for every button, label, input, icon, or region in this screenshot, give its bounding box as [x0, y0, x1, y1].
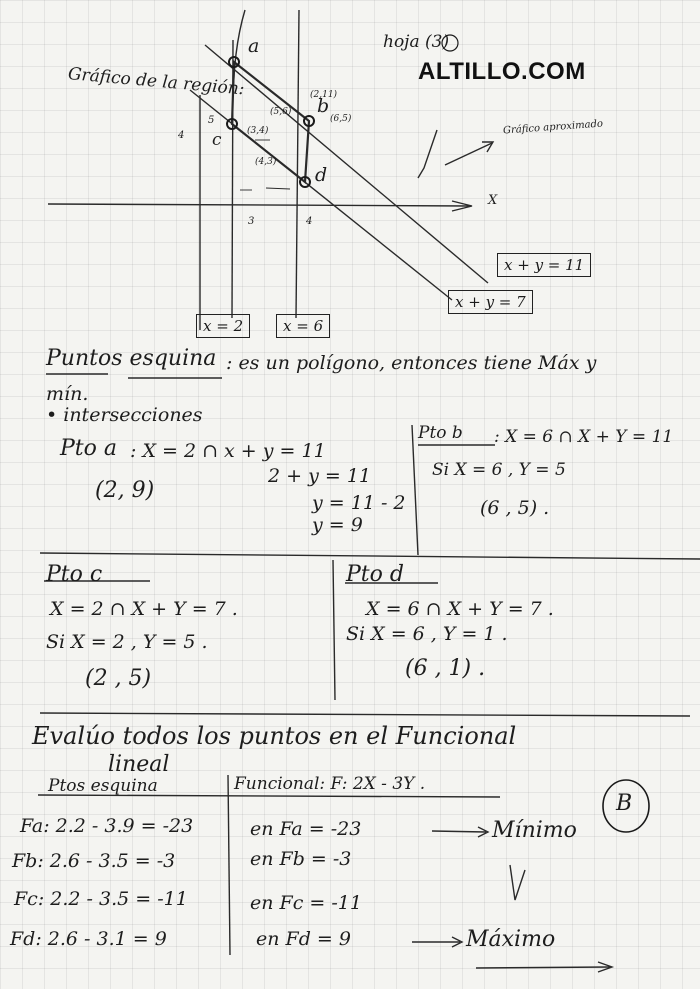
- pto-b-line: : X = 6 ∩ X + Y = 11: [494, 427, 674, 447]
- vertex-a-label: a: [248, 35, 260, 57]
- pto-d-line: Si X = 6 , Y = 1 .: [346, 623, 508, 645]
- pto-c-line: X = 2 ∩ X + Y = 7 .: [50, 598, 238, 620]
- pto-c-title: Pto c: [46, 562, 103, 587]
- vertex-c-label: c: [212, 130, 222, 150]
- tick-label: 4: [306, 216, 313, 227]
- pto-c-line: Si X = 2 , Y = 5 .: [46, 631, 208, 653]
- corner-points-text: : es un polígono, entonces tiene Máx y: [226, 352, 597, 374]
- line-label-sum-7: x + y = 7: [448, 290, 533, 314]
- table-header-corner-points: Ptos esquina: [48, 776, 158, 796]
- pto-a-line: 2 + y = 11: [268, 465, 371, 487]
- corner-points-heading: Puntos esquina: [46, 346, 217, 371]
- tick-label: 3: [248, 216, 255, 227]
- line-label-x2: x = 2: [196, 314, 250, 338]
- eval-row-right: en Fa = -23: [250, 818, 362, 840]
- pto-b-result: (6 , 5) .: [480, 497, 550, 519]
- badge-letter: B: [616, 791, 633, 816]
- table-header-functional: Funcional: F: 2X - 3Y .: [234, 774, 426, 794]
- minimum-note: Mínimo: [492, 818, 577, 843]
- bottom-arrow: [476, 967, 610, 968]
- eval-row-right: en Fc = -11: [250, 892, 362, 914]
- check-mark: [418, 130, 437, 178]
- point-note: (2,11): [310, 90, 338, 100]
- divider-vertical-1: [412, 425, 418, 555]
- pto-d-line: X = 6 ∩ X + Y = 7 .: [366, 598, 554, 620]
- tick-label: 4: [178, 130, 185, 141]
- pto-a-result: (2, 9): [95, 478, 155, 503]
- axis-x-label: X: [488, 193, 498, 208]
- table-divider: [228, 775, 230, 955]
- eval-row-left: Fc: 2.2 - 3.5 = -11: [14, 888, 188, 910]
- tick-label: 5: [208, 115, 215, 126]
- vertex-d-label: d: [315, 164, 328, 186]
- graph-title: Gráfico de la región:: [67, 64, 246, 100]
- evaluate-line-1: Evalúo todos los puntos en el Funcional: [32, 722, 517, 750]
- approx-arrow: [445, 143, 492, 165]
- eval-row-left: Fa: 2.2 - 3.9 = -23: [20, 815, 194, 837]
- pto-a-line: y = 11 - 2: [312, 492, 406, 514]
- pto-a-title: Pto a: [60, 436, 117, 461]
- point-note: (3,4): [247, 126, 269, 136]
- divider-horizontal-1: [40, 553, 700, 559]
- pto-a-line: : X = 2 ∩ x + y = 11: [130, 440, 326, 462]
- line-label-x6: x = 6: [276, 314, 330, 338]
- pto-a-line: y = 9: [312, 514, 363, 536]
- eval-row-left: Fb: 2.6 - 3.5 = -3: [12, 850, 176, 872]
- eval-row-right: en Fd = 9: [256, 928, 351, 950]
- pto-c-result: (2 , 5): [85, 666, 152, 691]
- maximum-note: Máximo: [466, 927, 556, 952]
- sheet-note: hoja (3): [383, 32, 450, 52]
- pto-b-line: Si X = 6 , Y = 5: [432, 460, 566, 480]
- line-x6: [296, 10, 299, 318]
- intersections-label: • intersecciones: [46, 404, 203, 426]
- corner-points-text-2: mín.: [46, 383, 89, 405]
- watermark: ALTILLO.COM: [418, 58, 586, 85]
- divider-horizontal-2: [40, 713, 690, 716]
- point-note: (5,6): [270, 107, 292, 117]
- divider-vertical-2: [333, 560, 335, 700]
- line-x-plus-y-7: [190, 90, 452, 300]
- line-label-sum-11: x + y = 11: [497, 253, 591, 277]
- x-axis: [48, 204, 470, 206]
- evaluate-line-2: lineal: [108, 752, 170, 777]
- pto-b-title: Pto b: [418, 423, 463, 443]
- approx-note: Gráfico aproximado: [502, 118, 604, 137]
- eval-row-left: Fd: 2.6 - 3.1 = 9: [10, 928, 167, 950]
- point-note: (4,3): [255, 157, 277, 167]
- pto-d-title: Pto d: [346, 562, 404, 587]
- point-note: (6,5): [330, 114, 352, 124]
- pto-d-result: (6 , 1) .: [405, 656, 486, 681]
- eval-row-right: en Fb = -3: [250, 848, 352, 870]
- vertex-b-label: b: [317, 95, 330, 117]
